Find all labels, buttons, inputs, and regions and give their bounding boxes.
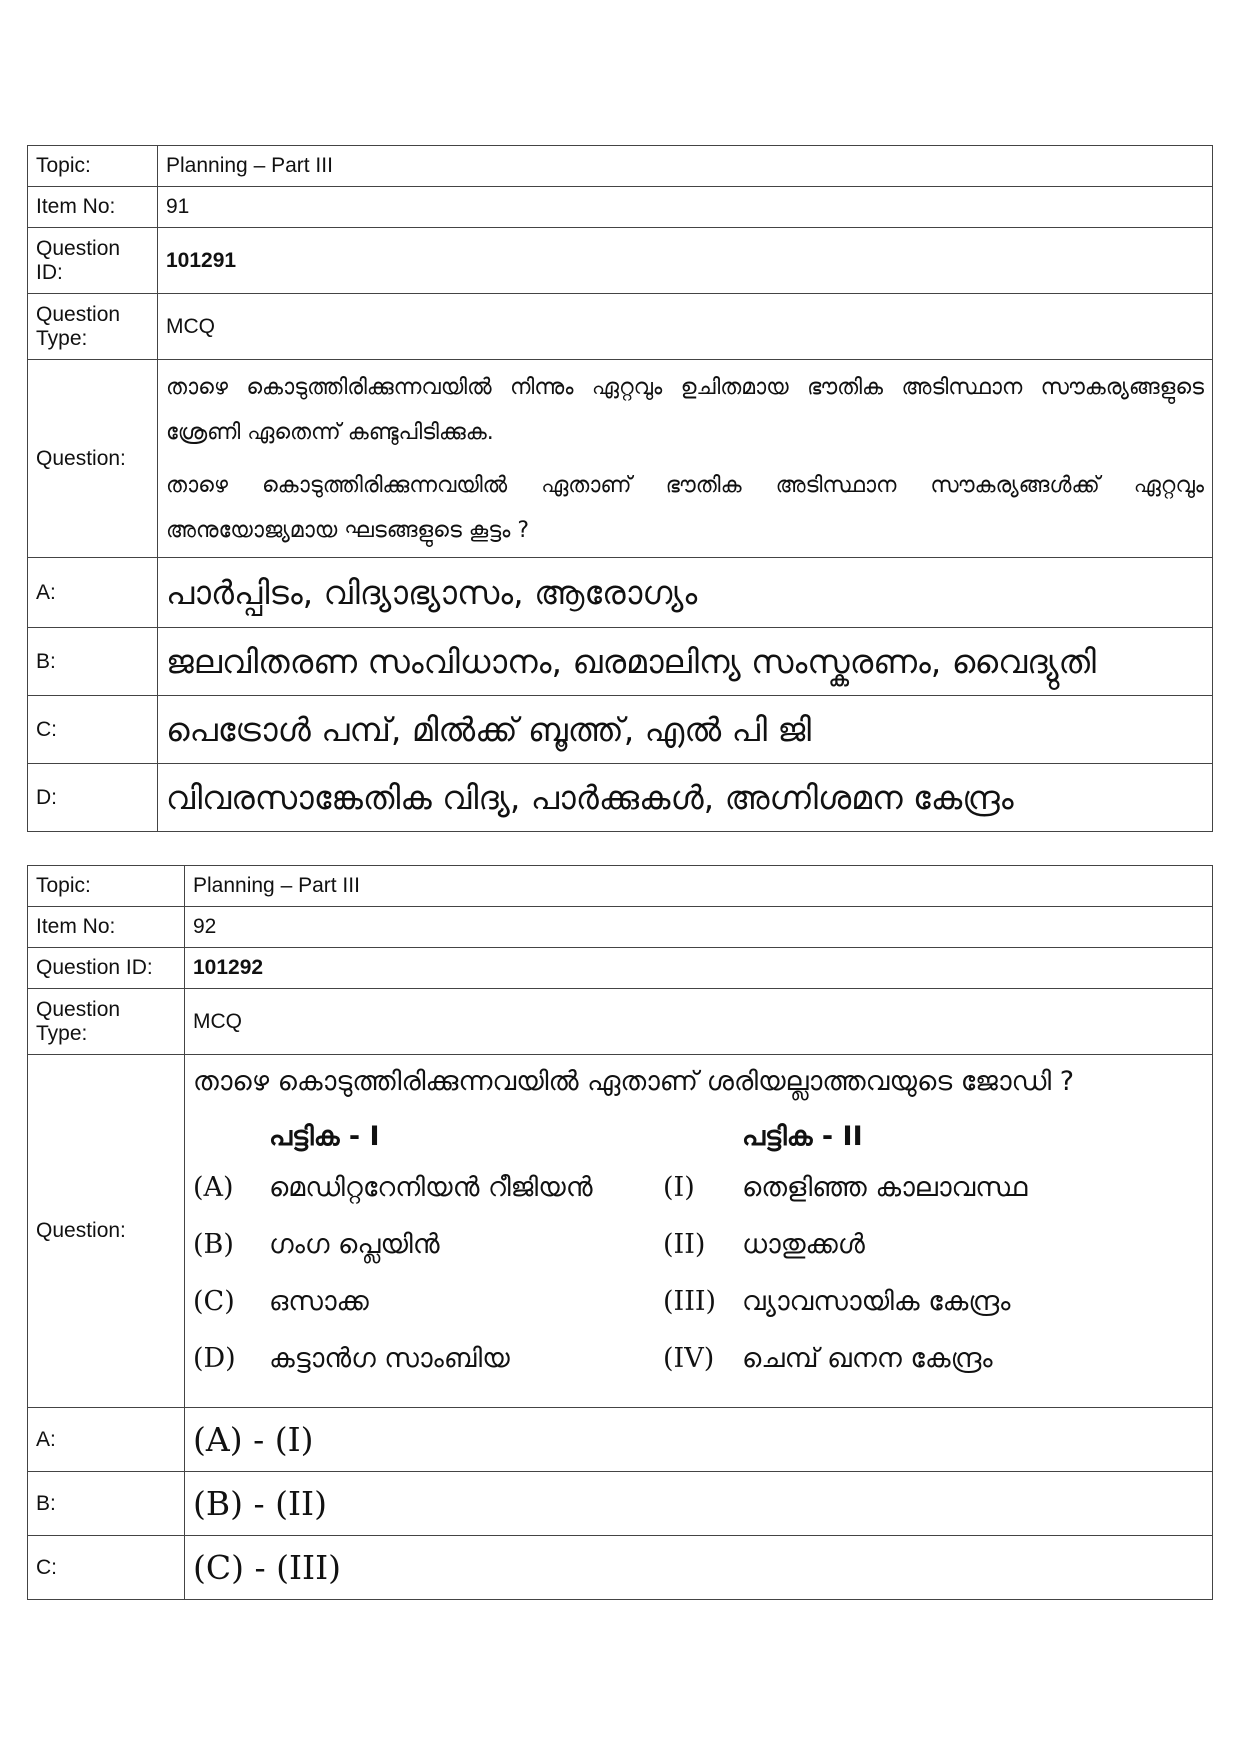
option-d-text: വിവരസാങ്കേതിക വിദ്യ, പാർക്കുകൾ, അഗ്നിശമന കേന്ദ്രം — [158, 764, 1213, 832]
option-a-label: A: — [28, 558, 158, 628]
match-key-2: (II) — [663, 1229, 706, 1260]
option-a-label: A: — [28, 1408, 185, 1472]
question-type-label: Question Type: — [28, 989, 185, 1055]
match-item-1: മെഡിറ്ററേനിയൻ റീജിയൻ — [269, 1171, 593, 1203]
question-id-value: 101291 — [158, 228, 1213, 294]
match-key-1: (B) — [193, 1229, 234, 1260]
item-no-label: Item No: — [28, 187, 158, 228]
match-item-1: ഗംഗ പ്ലെയിൻ — [269, 1228, 440, 1260]
match-item-1: ഒസാക്ക — [269, 1285, 369, 1317]
match-key-1: (D) — [193, 1343, 236, 1374]
option-c-text: (C) - (III) — [185, 1536, 1213, 1600]
option-b-label: B: — [28, 628, 158, 696]
question-id-label: Question ID: — [28, 228, 158, 294]
match-key-1: (A) — [193, 1172, 234, 1203]
question-type-value: MCQ — [158, 294, 1213, 360]
option-b-text: (B) - (II) — [185, 1472, 1213, 1536]
option-c-label: C: — [28, 1536, 185, 1600]
question-label: Question: — [28, 1055, 185, 1408]
match-table — [193, 1159, 1204, 1387]
match-key-2: (I) — [663, 1172, 695, 1203]
match-row — [193, 1330, 1204, 1387]
match-table-header — [193, 1121, 1204, 1153]
match-item-2: തെളിഞ്ഞ കാലാവസ്ഥ — [742, 1171, 1028, 1203]
option-c-label: C: — [28, 696, 158, 764]
question-line: താഴെ കൊടുത്തിരിക്കുന്നവയിൽ ഏതാണ് ഭൗതിക അടിസ്ഥാന സൗകര്യങ്ങൾക്ക് ഏറ്റവും അനുയോജ്യമായ ഘടങ്ങളുടെ കൂട്ടം ? — [166, 472, 1204, 543]
question-text — [185, 1055, 1213, 1408]
question-card-91 — [27, 145, 1213, 832]
item-no-value: 91 — [158, 187, 1213, 228]
question-type-label: Question Type: — [28, 294, 158, 360]
question-id-label: Question ID: — [28, 948, 185, 989]
match-key-1: (C) — [193, 1286, 235, 1317]
question-line: താഴെ കൊടുത്തിരിക്കുന്നവയിൽ നിന്നും ഏറ്റവും ഉചിതമായ ഭൗതിക അടിസ്ഥാന സൗകര്യങ്ങളുടെ ശ്രേണി ഏതെന്ന് കണ്ടുപിടിക്കുക. — [166, 374, 1204, 445]
match-row — [193, 1159, 1204, 1216]
option-a-text: പാർപ്പിടം, വിദ്യാഭ്യാസം, ആരോഗ്യം — [158, 558, 1213, 628]
match-item-1: കട്ടാൻഗ സാംബിയ — [269, 1342, 510, 1374]
list-1-header: പട്ടിക - I — [269, 1121, 380, 1152]
topic-label: Topic: — [28, 146, 158, 187]
match-item-2: വ്യാവസായിക കേന്ദ്രം — [742, 1285, 1011, 1317]
match-item-2: ചെമ്പ് ഖനന കേന്ദ്രം — [742, 1342, 993, 1374]
match-key-2: (III) — [663, 1286, 717, 1317]
question-lead: താഴെ കൊടുത്തിരിക്കുന്നവയിൽ ഏതാണ് ശരിയല്ലാത്തവയുടെ ജോഡി ? — [193, 1066, 1075, 1097]
option-d-label: D: — [28, 764, 158, 832]
match-row — [193, 1216, 1204, 1273]
match-item-2: ധാതുക്കൾ — [742, 1228, 865, 1260]
topic-value: Planning – Part III — [185, 866, 1213, 907]
match-row — [193, 1273, 1204, 1330]
item-no-value: 92 — [185, 907, 1213, 948]
topic-label: Topic: — [28, 866, 185, 907]
item-no-label: Item No: — [28, 907, 185, 948]
question-text — [158, 360, 1213, 558]
topic-value: Planning – Part III — [158, 146, 1213, 187]
question-id-value: 101292 — [185, 948, 1213, 989]
option-c-text: പെട്രോൾ പമ്പ്, മിൽക്ക് ബൂത്ത്, എൽ പി ജി — [158, 696, 1213, 764]
match-key-2: (IV) — [663, 1343, 715, 1374]
option-b-label: B: — [28, 1472, 185, 1536]
question-card-92 — [27, 865, 1213, 1600]
list-2-header: പട്ടിക - II — [742, 1121, 863, 1152]
question-type-value: MCQ — [185, 989, 1213, 1055]
question-label: Question: — [28, 360, 158, 558]
option-a-text: (A) - (I) — [185, 1408, 1213, 1472]
option-b-text: ജലവിതരണ സംവിധാനം, ഖരമാലിന്യ സംസ്കരണം, വൈദ്യുതി — [158, 628, 1213, 696]
